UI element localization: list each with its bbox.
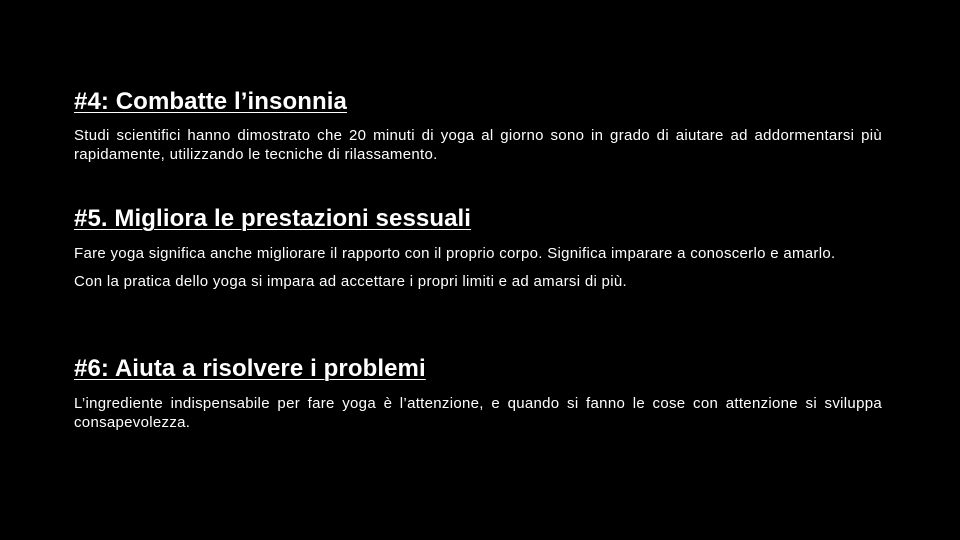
section-paragraph: Con la pratica dello yoga si impara ad accettare i propri limiti e ad amarsi di più. xyxy=(74,273,627,290)
section-paragraph: Studi scientifici hanno dimostrato che 20 minuti di yoga al giorno sono in grado di aiutare ad addormentarsi più rapidamente, utilizzando le tecniche di rilassamento. xyxy=(74,127,882,163)
section-heading: #4: Combatte l’insonnia xyxy=(74,88,348,115)
section-paragraph: L’ingrediente indispensabile per fare yoga è l’attenzione, e quando si fanno le cose con attenzione si sviluppa consapevolezza. xyxy=(74,395,882,431)
section-heading: #5. Migliora le prestazioni sessuali xyxy=(74,205,472,232)
section-prestazioni xyxy=(74,205,882,291)
section-insonnia xyxy=(74,88,882,164)
section-problemi xyxy=(74,355,882,432)
section-heading: #6: Aiuta a risolvere i problemi xyxy=(74,355,426,382)
section-paragraph: Fare yoga significa anche migliorare il rapporto con il proprio corpo. Significa imparare a conoscerlo e amarlo. xyxy=(74,245,836,262)
